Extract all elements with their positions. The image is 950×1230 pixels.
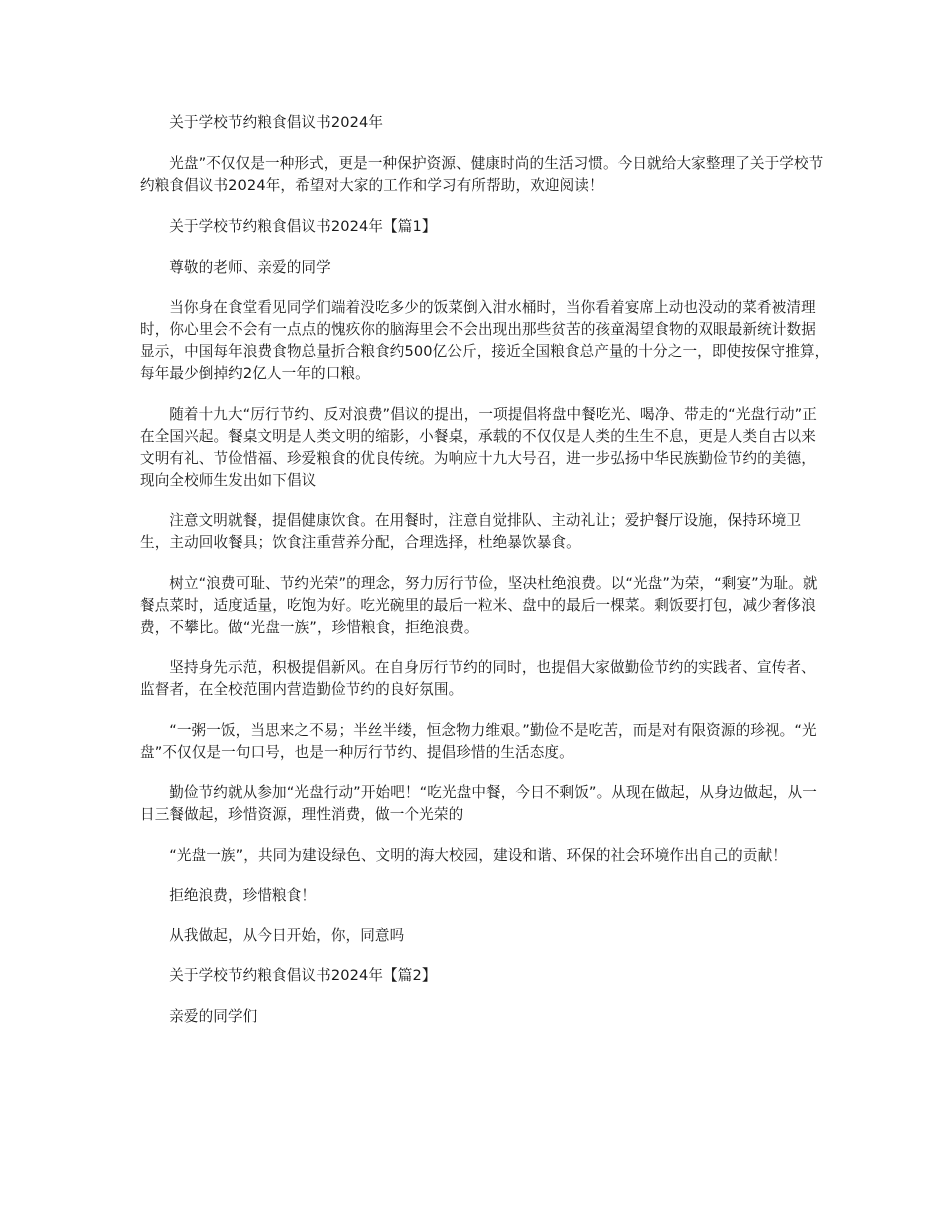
intro-paragraph: 光盘”不仅仅是一种形式，更是一种保护资源、健康时尚的生活习惯。今日就给大家整理了关于学校节约粮食倡议书2024年，希望对大家的工作和学习有所帮助，欢迎阅读！	[140, 155, 824, 194]
section-heading-1: 关于学校节约粮食倡议书2024年【篇1】	[169, 217, 437, 235]
slogan-line: 拒绝浪费，珍惜粮食！	[169, 887, 317, 904]
section-heading-2: 关于学校节约粮食倡议书2024年【篇2】	[169, 967, 437, 984]
body-paragraph: “光盘一族”，共同为建设绿色、文明的海大校园，建设和谐、环保的社会环境作出自己的贡献！	[169, 846, 787, 864]
body-paragraph: “一粥一饭，当思来之不易；半丝半缕，恒念物力维艰。”勤俭不是吃苦，而是对有限资源的珍视。“光盘”不仅仅是一句口号，也是一种厉行节约、提倡珍惜的生活态度。	[140, 721, 817, 761]
body-paragraph: 勤俭节约就从参加“光盘行动”开始吧！“吃光盘中餐，今日不剩饭”。从现在做起，从身边做起，从一日三餐做起，珍惜资源，理性消费，做一个光荣的	[140, 784, 817, 823]
body-paragraph: 当你身在食堂看见同学们端着没吃多少的饭菜倒入泔水桶时，当你看着宴席上动也没动的菜肴被清理时，你心里会不会有一点点的愧疚你的脑海里会不会出现出那些贫苦的孩童渴望食物的双眼最新统计数据显示，中国每年浪费食物总量折合粮食约500亿公斤，接近全国粮食总产量的十分之一，即使按保守推算，每年最少倒掉约2亿人一年的口粮。	[140, 299, 830, 382]
salutation: 尊敬的老师、亲爱的同学	[169, 258, 331, 276]
body-paragraph: 随着十九大“厉行节约、反对浪费”倡议的提出，一项提倡将盘中餐吃光、喝净、带走的“光盘行动”正在全国兴起。餐桌文明是人类文明的缩影，小餐桌，承载的不仅仅是人类的生生不息，更是人类自古以来文明有礼、节俭惜福、珍爱粮食的优良传统。为响应十九大号召，进一步弘扬中华民族勤俭节约的美德，现向全校师生发出如下倡议	[140, 405, 817, 489]
body-paragraph: 树立“浪费可耻、节约光荣”的理念，努力厉行节俭，坚决杜绝浪费。以“光盘”为荣，“剩宴”为耻。就餐点菜时，适度适量，吃饱为好。吃光碗里的最后一粒米、盘中的最后一棵菜。剩饭要打包，减少奢侈浪费，不攀比。做“光盘一族”，珍惜粮食，拒绝浪费。	[140, 574, 818, 636]
document-body	[140, 112, 830, 1047]
document-title: 关于学校节约粮食倡议书2024年	[169, 114, 384, 131]
salutation: 亲爱的同学们	[169, 1008, 258, 1025]
slogan-line: 从我做起，从今日开始，你，同意吗	[169, 927, 405, 944]
body-paragraph: 坚持身先示范，积极提倡新风。在自身厉行节约的同时，也提倡大家做勤俭节约的实践者、宣传者、监督者，在全校范围内营造勤俭节约的良好氛围。	[140, 659, 816, 698]
body-paragraph: 注意文明就餐，提倡健康饮食。在用餐时，注意自觉排队、主动礼让；爱护餐厅设施，保持环境卫生，主动回收餐具；饮食注重营养分配，合理选择，杜绝暴饮暴食。	[140, 512, 802, 551]
